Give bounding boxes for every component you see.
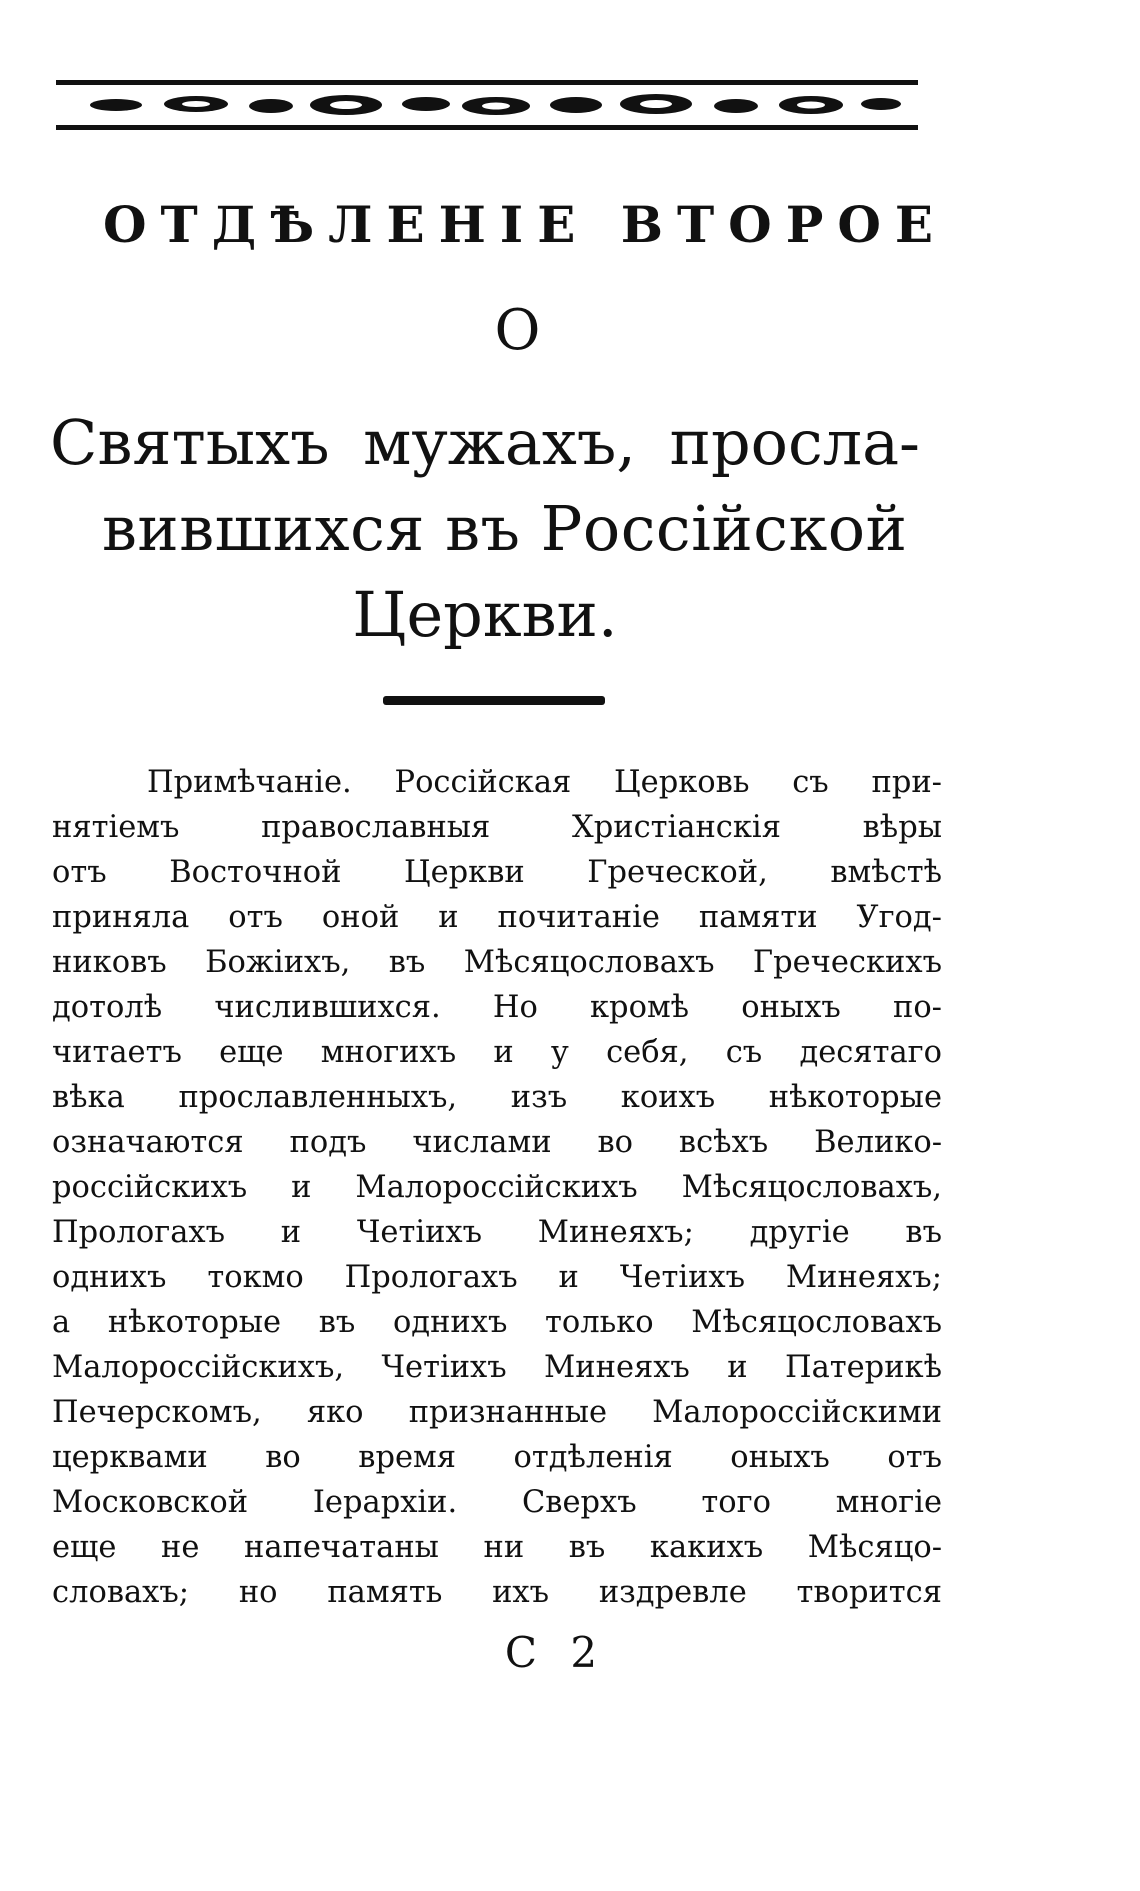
heading-preposition: О [494, 298, 541, 363]
title-line-3: Церкви. [352, 578, 618, 651]
body-line: а нѣкоторые въ однихъ только Мѣсяцословахъ [52, 1305, 942, 1340]
body-line: церквами во время отдѣленія оныхъ отъ [52, 1440, 942, 1475]
section-heading: ОТДѢЛЕНІЕ ВТОРОЕ [103, 195, 947, 254]
signature-mark: С 2 [504, 1628, 608, 1677]
title-line-1: Святыхъ мужахъ, просла- [50, 406, 920, 479]
body-line: словахъ; но память ихъ издревле творится [52, 1575, 942, 1610]
body-line: читаетъ еще многихъ и у себя, съ десятаго [52, 1035, 942, 1070]
title-line-2: вившихся въ Россійской [102, 492, 908, 565]
body-line: россійскихъ и Малороссійскихъ Мѣсяцословахъ, [52, 1170, 942, 1205]
chapter-title [50, 400, 920, 658]
body-line: дотолѣ числившихся. Но кромѣ оныхъ по- [52, 990, 942, 1025]
body-line: Примѣчаніе. Россійская Церковь съ при- [147, 765, 942, 800]
body-line: однихъ токмо Прологахъ и Четіихъ Минеяхъ; [52, 1260, 942, 1295]
body-line: вѣка прославленныхъ, изъ коихъ нѣкоторые [52, 1080, 942, 1115]
body-line: никовъ Божіихъ, въ Мѣсяцословахъ Греческихъ [52, 945, 942, 980]
body-line: приняла отъ оной и почитаніе памяти Угод- [52, 900, 942, 935]
title-rule [383, 696, 605, 705]
body-line: означаются подъ числами во всѣхъ Велико- [52, 1125, 942, 1160]
body-line: Московской Іерархіи. Сверхъ того многіе [52, 1485, 942, 1520]
body-line: Печерскомъ, яко признанные Малороссійскими [52, 1395, 942, 1430]
body-line: Прологахъ и Четіихъ Минеяхъ; другіе въ [52, 1215, 942, 1250]
body-line: нятіемъ православныя Христіанскія вѣры [52, 810, 942, 845]
body-paragraph [52, 760, 942, 1615]
body-line: Малороссійскихъ, Четіихъ Минеяхъ и Патерикѣ [52, 1350, 942, 1385]
body-line: еще не напечатаны ни въ какихъ Мѣсяцо- [52, 1530, 942, 1565]
body-line: отъ Восточной Церкви Греческой, вмѣстѣ [52, 855, 942, 890]
ornamental-border [56, 80, 918, 130]
